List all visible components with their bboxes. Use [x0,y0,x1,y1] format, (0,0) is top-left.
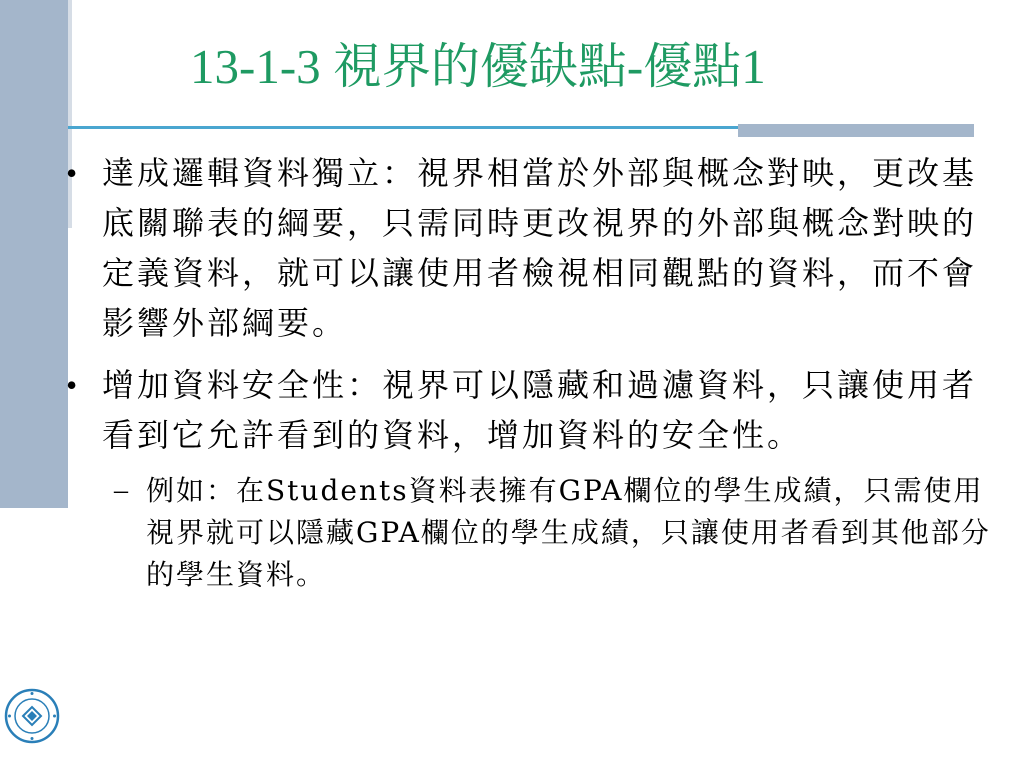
bullet-item [66,148,1002,348]
sub-bullet-text: 例如：在Students資料表擁有GPA欄位的學生成績，只需使用視界就可以隱藏GPA欄位的學生成績，只讓使用者看到其他部分的學生資料。 [146,474,991,591]
slide-title: 13-1-3 視界的優缺點-優點1 [190,39,766,94]
bullet-dot-icon: • [66,367,81,403]
bullet-item [66,360,1002,460]
bullet-text: 達成邏輯資料獨立：視界相當於外部與概念對映，更改基底關聯表的綱要，只需同時更改視界的外部與概念對映的定義資料，就可以讓使用者檢視相同觀點的資料，而不會影響外部綱要。 [102,154,978,342]
bullet-dot-icon: • [66,155,81,191]
side-bar [0,0,68,508]
slide-content [66,148,1002,596]
corner-block [738,124,974,137]
sub-bullet-item [114,470,1002,596]
university-seal-icon [4,688,60,744]
bullet-text: 增加資料安全性：視界可以隱藏和過濾資料，只讓使用者看到它允許看到的資料，增加資料的安全性。 [102,366,978,454]
dash-icon: – [114,475,130,506]
